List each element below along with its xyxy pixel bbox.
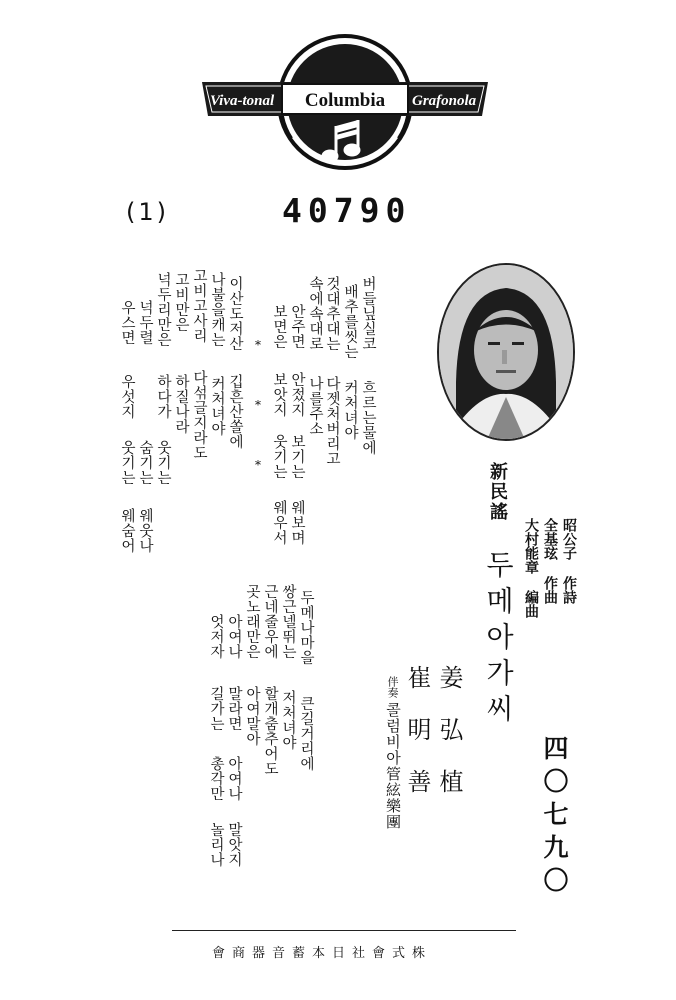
lyric-line: 할개춤추어도 [262, 686, 278, 776]
lyric-line: 버들닢실코 [360, 276, 376, 351]
lyric-line: 고비고사리 [191, 268, 207, 343]
lyric-line: 넉두리만은 [155, 272, 171, 347]
side-indicator: (1) [126, 198, 169, 226]
lyric-line: 안주면 [289, 304, 305, 349]
lyric-line: 깁흔산쏠에 [227, 374, 243, 449]
footer-divider [172, 930, 516, 931]
lyric-line: 다섞글지라도 [191, 370, 207, 460]
lyric-line: 나를주소 [307, 376, 323, 436]
lyric-line: 우스면 [119, 300, 135, 345]
lyric-line: 웨우서 [271, 500, 287, 545]
lyric-line: 엇저자 [208, 614, 224, 659]
separator-mark: * [255, 398, 261, 412]
lyric-line: 아여나 [226, 756, 242, 801]
columbia-logo [200, 30, 490, 180]
lyric-line: 말라면 [226, 686, 242, 731]
logo-right-text: Grafonola [412, 93, 477, 109]
catalog-number: 40790 [282, 191, 412, 230]
singer-name: 姜 弘 植 [435, 665, 463, 793]
lyric-line: 커처녀야 [209, 376, 225, 436]
singer-name: 崔 明 善 [403, 665, 431, 793]
logo-center-text: Columbia [304, 90, 386, 111]
lyric-line: 웃기는 [119, 440, 135, 485]
lyric-line: 것대추대는 [324, 276, 340, 351]
catalog-number-hanja: 四〇七九〇 [540, 735, 569, 900]
lyric-line: 나불을캐는 [209, 272, 225, 347]
lyric-line: 이산도저산 [227, 276, 243, 351]
orchestra-name: 콜럼비아管絃樂團 [384, 702, 402, 830]
lyric-line: 안젔지 [289, 372, 305, 417]
lyric-line: 흐르는물에 [360, 380, 376, 455]
lyric-line: 하다가 [155, 374, 171, 419]
lyric-line: 아여나 [226, 614, 242, 659]
lyric-line: 배추를씻는 [342, 284, 358, 359]
logo-left-text: Viva-tonal [210, 93, 275, 109]
accompaniment-label: 伴奏 [386, 676, 399, 698]
lyric-line: 숨기는 [137, 440, 153, 485]
lyric-line: 근네줄우에 [262, 584, 278, 659]
company-name [212, 942, 432, 961]
lyric-line: 고비만은 [173, 272, 189, 332]
lyric-line: 보면은 [271, 304, 287, 349]
lyric-line: 총각만 [208, 756, 224, 801]
lyric-line: 웨숨어 [119, 508, 135, 553]
arranger-credit: 大村能章 編曲 [523, 518, 539, 618]
genre-label: 新民謠 [487, 462, 508, 522]
lyric-line: 곳노래만은 [244, 584, 260, 659]
lyric-line: 아여말아 [244, 686, 260, 746]
lyric-line: 넉두렬 [137, 300, 153, 345]
lyric-line: 놀리나 [208, 822, 224, 867]
portrait-image [436, 262, 576, 442]
separator-mark: * [255, 458, 261, 472]
lyric-line: 우섯지 [119, 374, 135, 419]
lyric-line: 웃기는 [271, 434, 287, 479]
lyric-line: 두메나마을 [298, 590, 314, 665]
lyric-line: 보기는 [289, 434, 305, 479]
lyric-line: 큰길거리에 [298, 696, 314, 771]
separator-mark: * [255, 338, 261, 352]
lyric-line: 저처녀야 [280, 690, 296, 750]
lyric-line: 말앗지 [226, 822, 242, 867]
composer-credit: 全基玹 作曲 [542, 518, 558, 604]
company-name-text: 株式會社日本蓄音器商會 [212, 946, 433, 961]
lyric-line: 길가는 [208, 686, 224, 731]
song-title: 두메아가씨 [482, 550, 515, 730]
lyricist-credit: 昭公子 作詩 [561, 518, 577, 604]
lyric-line: 웨보며 [289, 500, 305, 545]
lyric-line: 쌍근넬뛰는 [280, 584, 296, 659]
lyric-line: 속에속대로 [307, 276, 323, 351]
lyric-line: 다젯처버리고 [324, 376, 340, 466]
lyric-line: 커처녀야 [342, 380, 358, 440]
lyric-line: 웃기는 [155, 440, 171, 485]
lyric-line: 보앗지 [271, 372, 287, 417]
logo-graphic [200, 30, 490, 180]
lyric-line: 웨웃나 [137, 508, 153, 553]
singer-portrait [436, 262, 576, 442]
lyric-line: 하질나라 [173, 374, 189, 434]
